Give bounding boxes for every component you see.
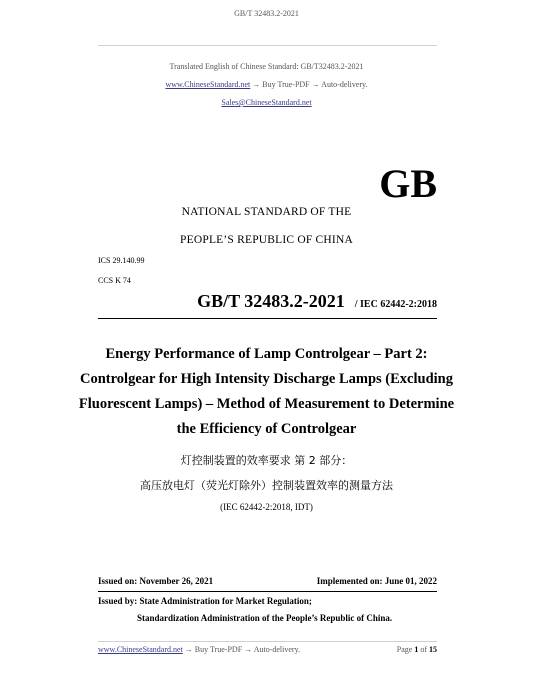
dates-divider [98, 591, 437, 592]
adoption-note: (IEC 62442-2:2018, IDT) [220, 502, 313, 512]
title-cn-line-1: 灯控制装置的效率要求 第 2 部分： [180, 454, 353, 467]
number-divider [98, 318, 437, 319]
buy-line [0, 80, 533, 89]
standard-number-line [197, 291, 437, 312]
ics-code: ICS 29.140.99 [98, 256, 145, 265]
buy-line-rest: → Buy True-PDF → Auto-delivery. [250, 80, 368, 89]
equivalent-standard: / IEC 62442-2:2018 [354, 299, 437, 310]
title-en-line: Controlgear for High Intensity Discharge Lamps (Excluding [80, 371, 453, 387]
footer-website-link[interactable]: www.ChineseStandard.net [98, 645, 183, 654]
gb-mark: GB [379, 161, 437, 206]
title-en-line: the Efficiency of Controlgear [176, 421, 357, 437]
header-divider [98, 45, 437, 46]
footer-buy-line [98, 645, 300, 654]
issued-by-2: Standardization Administration of the People’s Republic of China. [137, 613, 393, 623]
page-indicator [397, 645, 437, 654]
ccs-code: CCS K 74 [98, 276, 131, 285]
title-en-line: Fluorescent Lamps) – Method of Measurement to Determine [78, 396, 455, 412]
footer-divider [98, 641, 437, 642]
issued-by: Issued by: State Administration for Market Regulation; [98, 596, 312, 606]
implemented-on: Implemented on: June 01, 2022 [316, 576, 437, 586]
title-en [0, 342, 533, 442]
title-cn-line-2: 高压放电灯（荧光灯除外）控制装置效率的测量方法 [140, 479, 393, 492]
footer-buy-rest: → Buy True-PDF → Auto-delivery. [182, 645, 301, 654]
page-of: of [420, 645, 427, 654]
national-line-1: NATIONAL STANDARD OF THE [181, 206, 352, 218]
page-total: 15 [429, 645, 437, 654]
issued-on: Issued on: November 26, 2021 [98, 576, 214, 586]
national-line-2: PEOPLE’S REPUBLIC OF CHINA [180, 234, 353, 246]
page-current: 1 [414, 645, 419, 654]
running-title: GB/T 32483.2-2021 [234, 9, 299, 18]
standard-number: GB/T 32483.2-2021 [197, 291, 345, 311]
translated-line: Translated English of Chinese Standard: GB/T32483.2-2021 [169, 62, 364, 71]
website-link[interactable]: www.ChineseStandard.net [165, 80, 251, 89]
email-link[interactable]: Sales@ChineseStandard.net [221, 98, 312, 107]
email-line [0, 98, 533, 107]
page-prefix: Page [396, 645, 413, 654]
title-en-line: Energy Performance of Lamp Controlgear – Part 2: [105, 346, 428, 362]
